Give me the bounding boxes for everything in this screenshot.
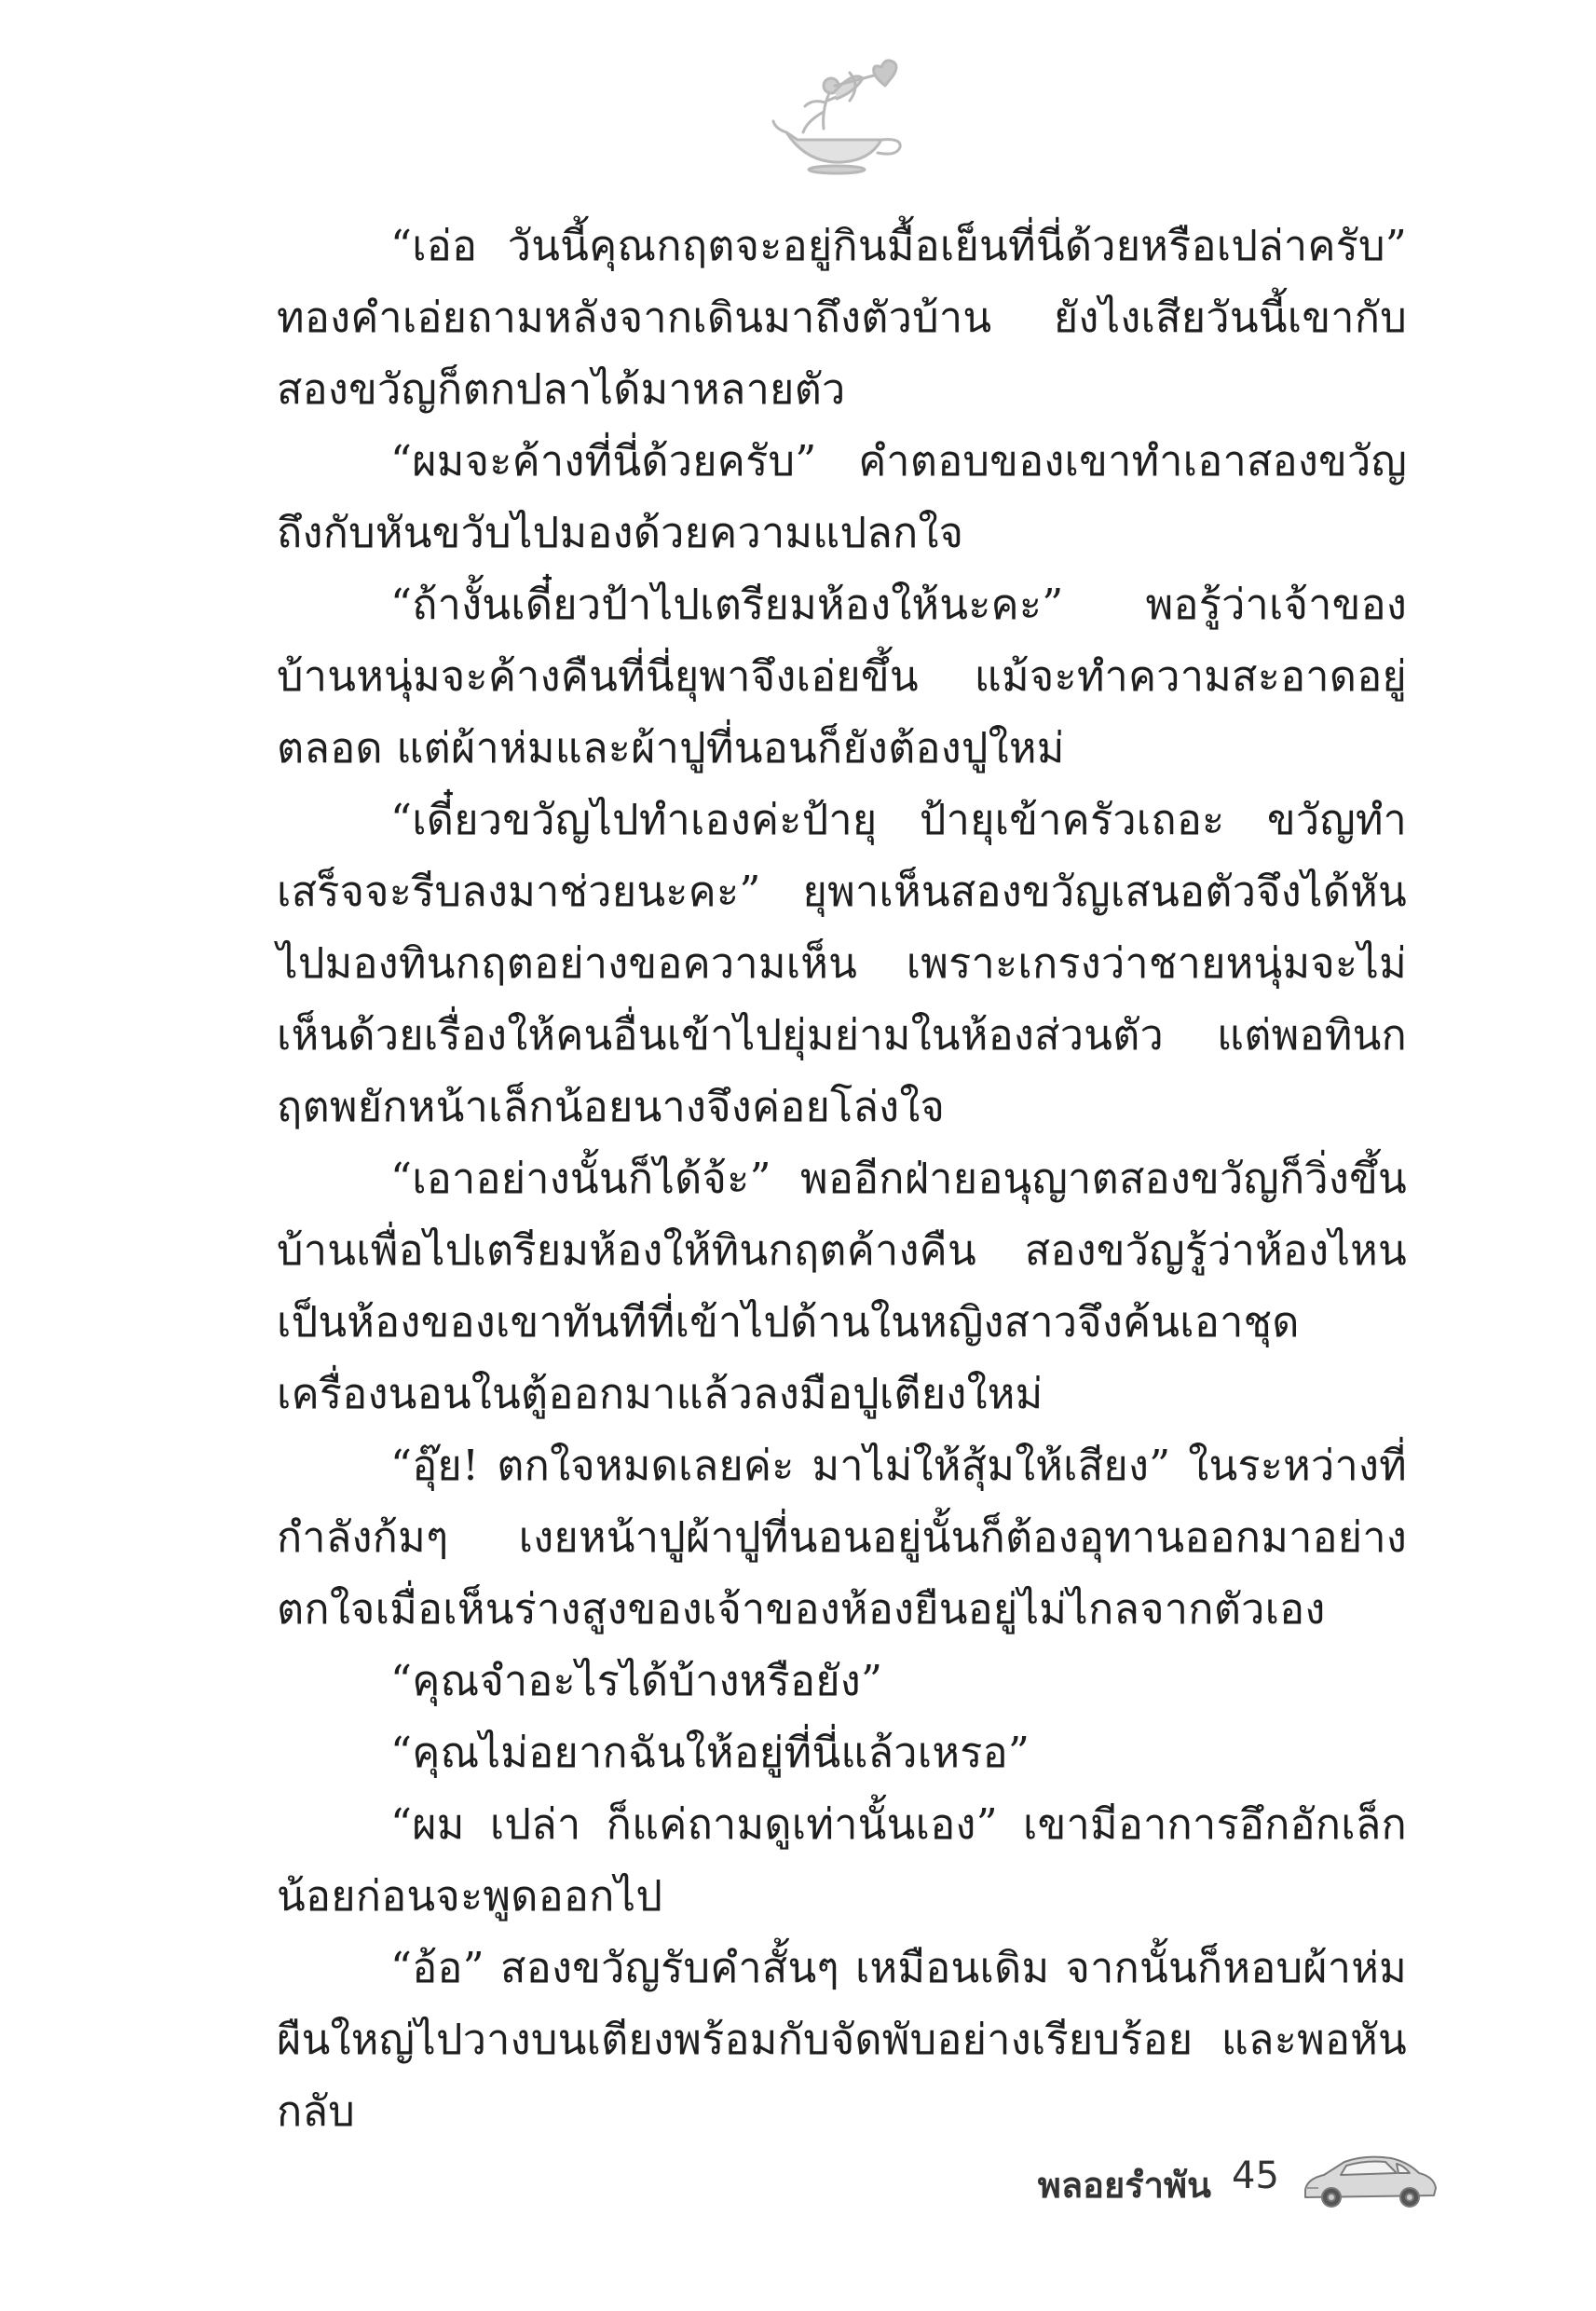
page-number: 45	[1232, 2154, 1279, 2197]
book-title: พลอยรำพัน	[1037, 2165, 1211, 2206]
paragraph: “เอาอย่างนั้นก็ได้จ้ะ” พออีกฝ่ายอนุญาตสองขวัญก็วิ่งขึ้นบ้านเพื่อไปเตรียมห้องให้ทินกฤตค้างคืน สองขวัญรู้ว่าห้องไหนเป็นห้องของเขาทันทีที่เข้าไปด้านในหญิงสาวจึงค้นเอาชุดเครื่องนอนในตู้ออกมาแล้วลงมือปูเตียงใหม่	[277, 1154, 1407, 1418]
chapter-body	[277, 210, 1407, 2147]
paragraph: “คุณจำอะไรได้บ้างหรือยัง”	[390, 1656, 883, 1705]
paragraph: “อุ๊ย! ตกใจหมดเลยค่ะ มาไม่ให้สุ้มให้เสียง” ในระหว่างที่กำลังก้มๆ เงยหน้าปูผ้าปูที่นอนอยู่นั้นก็ต้องอุทานออกมาอย่างตกใจเมื่อเห็นร่างสูงของเจ้าของห้องยืนอยู่ไม่ไกลจากตัวเอง	[277, 1441, 1407, 1634]
paragraph: “คุณไม่อยากฉันให้อยู่ที่นี่แล้วเหรอ”	[390, 1728, 1030, 1777]
paragraph: “เอ่อ วันนี้คุณกฤตจะอยู่กินมื้อเย็นที่นี่ด้วยหรือเปล่าครับ” ทองคำเอ่ยถามหลังจากเดินมาถึงตัวบ้าน ยังไงเสียวันนี้เขากับสองขวัญก็ตกปลาได้มาหลายตัว	[277, 221, 1407, 414]
paragraph: “เดี๋ยวขวัญไปทำเองค่ะป้ายุ ป้ายุเข้าครัวเถอะ ขวัญทำเสร็จจะรีบลงมาช่วยนะคะ” ยุพาเห็นสองขวัญเสนอตัวจึงได้หันไปมองทินกฤตอย่างขอความเห็น เพราะเกรงว่าชายหนุ่มจะไม่เห็นด้วยเรื่องให้คนอื่นเข้าไปยุ่มย่ามในห้องส่วนตัว แต่พอทินกฤตพยักหน้าเล็กน้อยนางจึงค่อยโล่งใจ	[277, 795, 1407, 1131]
page-footer	[978, 2143, 1444, 2218]
paragraph: “อ้อ” สองขวัญรับคำสั้นๆ เหมือนเดิม จากนั้นก็หอบผ้าห่มผืนใหญ่ไปวางบนเตียงพร้อมกับจัดพับอย่างเรียบร้อย และพอหันกลับ	[277, 1943, 1407, 2136]
car-icon	[1300, 2147, 1439, 2212]
paragraph: “ถ้างั้นเดี๋ยวป้าไปเตรียมห้องให้นะคะ” พอรู้ว่าเจ้าของบ้านหนุ่มจะค้างคืนที่นี่ยุพาจึงเอ่ยขึ้น แม้จะทำความสะอาดอยู่ตลอด แต่ผ้าห่มและผ้าปูที่นอนก็ยังต้องปูใหม่	[277, 580, 1407, 773]
paragraph: “ผม เปล่า ก็แค่ถามดูเท่านั้นเอง” เขามีอาการอึกอักเล็กน้อยก่อนจะพูดออกไป	[277, 1799, 1407, 1921]
cupid-teacup-icon	[770, 54, 909, 175]
paragraph: “ผมจะค้างที่นี่ด้วยครับ” คำตอบของเขาทำเอาสองขวัญถึงกับหันขวับไปมองด้วยความแปลกใจ	[277, 436, 1407, 557]
